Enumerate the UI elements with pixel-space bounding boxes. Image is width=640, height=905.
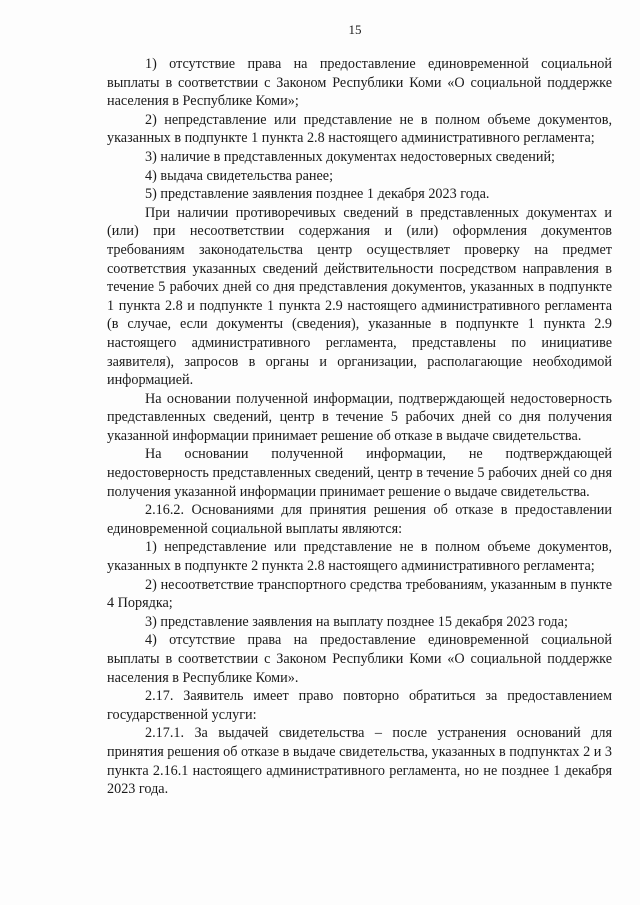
- paragraph-payment-refusal-1: 1) непредставление или представление не в полном объеме документов, указанных в подпункте 2 пункта 2.8 настоящего административного регламента;: [107, 539, 612, 575]
- paragraph-refusal-reason-4: 4) выдача свидетельства ранее;: [145, 167, 334, 184]
- paragraph-refusal-reason-5: 5) представление заявления позднее 1 декабря 2023 года.: [145, 186, 490, 203]
- paragraph-refusal-reason-2: 2) непредставление или представление не в полном объеме документов, указанных в подпункте 1 пункта 2.8 настоящего административного регламента;: [107, 111, 612, 147]
- paragraph-refusal-reason-1: 1) отсутствие права на предоставление единовременной социальной выплаты в соответствии с Законом Республики Коми «О социальной поддержке населения в Республике Коми»;: [107, 56, 612, 110]
- paragraph-section-2-17-1: 2.17.1. За выдачей свидетельства – после устранения оснований для принятия решения об отказе в выдаче свидетельства, указанных в подпунктах 2 и 3 пункта 2.16.1 настоящего административного регламента, но не позднее 1 декабря 2023 года.: [107, 725, 612, 798]
- paragraph-not-confirmed-false-info: На основании полученной информации, не подтверждающей недостоверность представленных сведений, центр в течение 5 рабочих дней со дня получения указанной информации принимает решение о выдаче свидетельства.: [107, 446, 612, 500]
- paragraph-payment-refusal-4: 4) отсутствие права на предоставление единовременной социальной выплаты в соответствии с Законом Республики Коми «О социальной поддержке населения в Республике Коми».: [107, 632, 612, 686]
- paragraph-payment-refusal-2: 2) несоответствие транспортного средства требованиям, указанным в пункте 4 Порядка;: [107, 576, 612, 612]
- paragraph-refusal-reason-3: 3) наличие в представленных документах недостоверных сведений;: [145, 148, 555, 165]
- page-number: 15: [348, 22, 362, 37]
- document-body: [107, 55, 612, 799]
- paragraph-verification: При наличии противоречивых сведений в представленных документах и (или) при несоответствии содержания и (или) оформления документов требованиям законодательства центр осуществляет проверку на предмет соответствия указанных сведений действительности посредством направления в течение 5 рабочих дней со дня представления документов, указанных в подпункте 1 пункта 2.8 и подпункте 1 пункта 2.9 настоящего административного регламента (в случае, если документы (сведения), указанные в подпункте 1 пункта 2.9 настоящего административного регламента, представлены по инициативе заявителя), запросов в органы и организации, располагающие необходимой информацией.: [107, 204, 612, 389]
- paragraph-confirmed-false-info: На основании полученной информации, подтверждающей недостоверность представленных сведений, центр в течение 5 рабочих дней со дня получения указанной информации принимает решение об отказе в выдаче свидетельства.: [107, 390, 612, 444]
- paragraph-section-2-16-2: 2.16.2. Основаниями для принятия решения об отказе в предоставлении единовременной социальной выплаты являются:: [107, 502, 612, 537]
- paragraph-payment-refusal-3: 3) представление заявления на выплату позднее 15 декабря 2023 года;: [145, 613, 568, 630]
- paragraph-section-2-17: 2.17. Заявитель имеет право повторно обратиться за предоставлением государственной услуги:: [107, 688, 612, 723]
